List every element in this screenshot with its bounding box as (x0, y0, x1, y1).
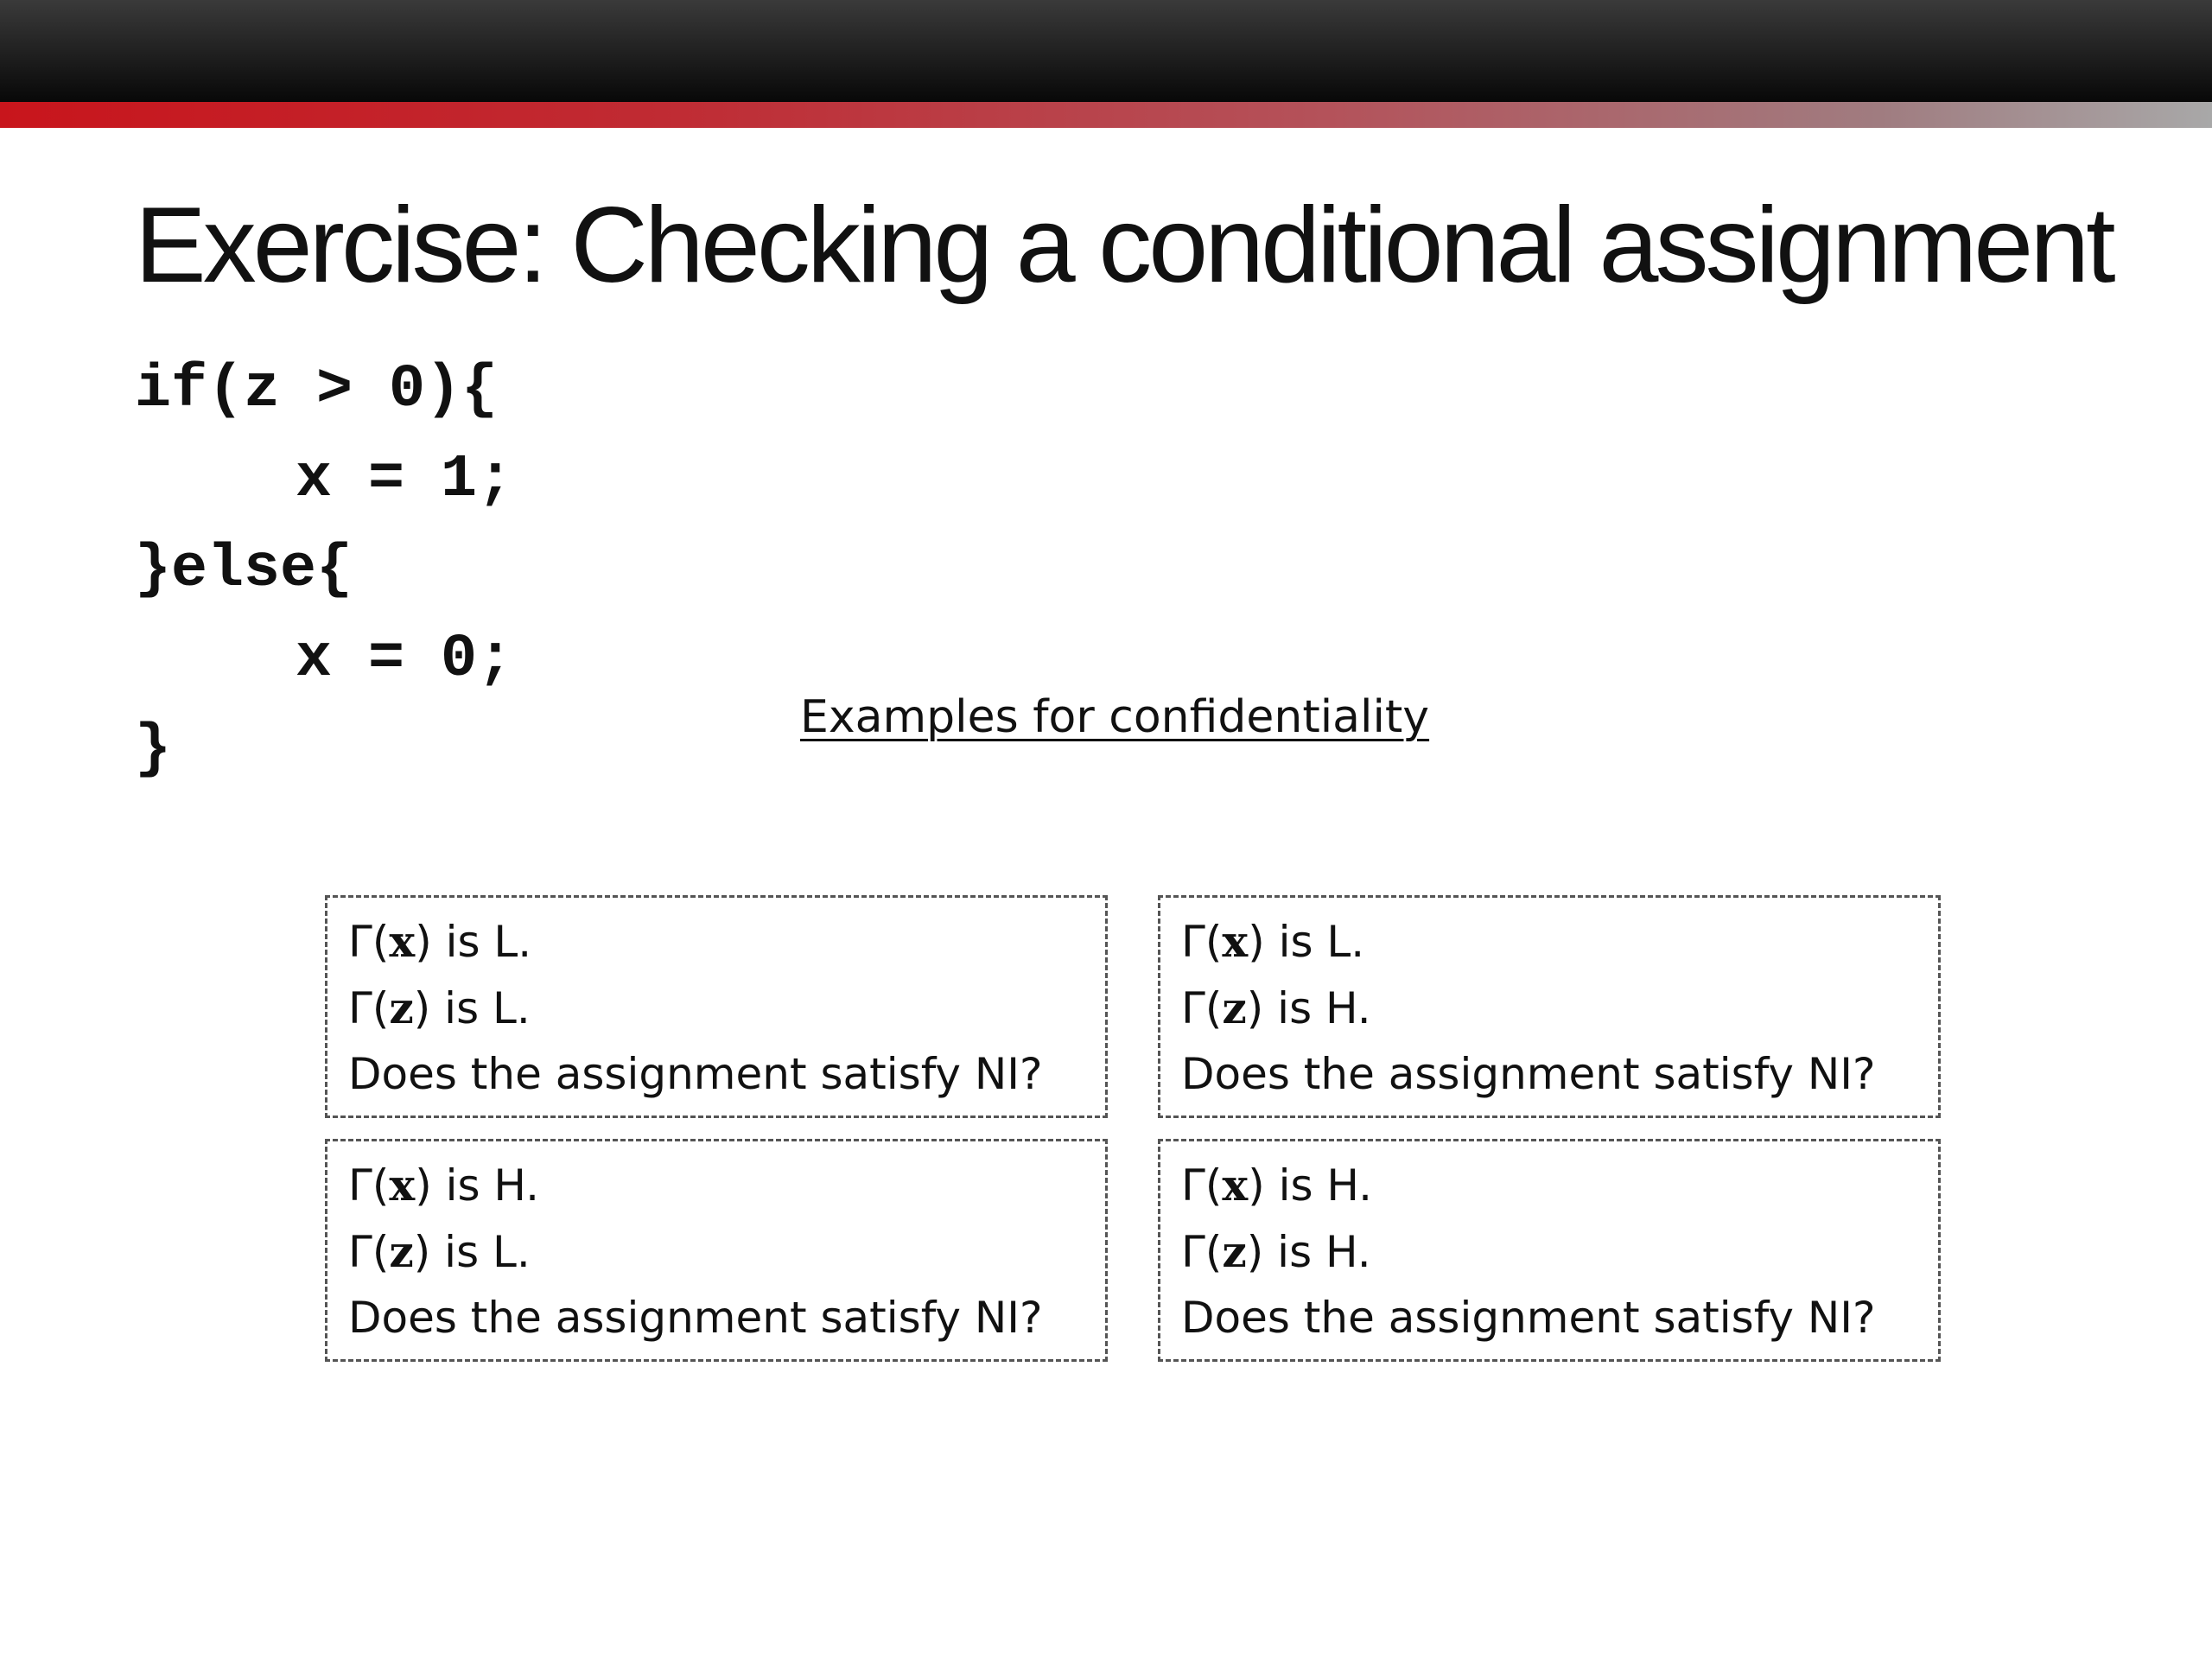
slide-title: Exercise: Checking a conditional assignment (135, 186, 2113, 305)
examples-heading: Examples for confidentiality (800, 691, 1430, 743)
gamma-label: Γ( (348, 917, 390, 967)
security-level: ) is H. (1246, 1227, 1371, 1277)
security-level: ) is H. (1246, 983, 1371, 1033)
variable-z: z (389, 1226, 414, 1277)
code-line: }else{ (135, 536, 353, 604)
security-level: ) is H. (415, 1160, 540, 1211)
example-box (1158, 895, 1941, 1118)
code-block (135, 346, 513, 795)
gamma-label: Γ( (348, 1227, 390, 1277)
example-box (1158, 1139, 1941, 1362)
gamma-label: Γ( (1181, 1227, 1223, 1277)
code-line: } (135, 715, 172, 784)
gamma-z-line (348, 1218, 1084, 1285)
ni-question: Does the assignment satisfy NI? (348, 1049, 1043, 1099)
gamma-x-line (1181, 1152, 1917, 1218)
ni-question: Does the assignment satisfy NI? (1181, 1049, 1876, 1099)
gamma-x-line (1181, 908, 1917, 975)
gamma-label: Γ( (1181, 983, 1223, 1033)
code-line: if(z > 0){ (135, 356, 499, 424)
example-box (325, 1139, 1108, 1362)
ni-question: Does the assignment satisfy NI? (348, 1293, 1043, 1343)
gamma-x-line (348, 908, 1084, 975)
security-level: ) is H. (1248, 1160, 1373, 1211)
variable-x: x (1222, 916, 1249, 967)
variable-x: x (389, 1160, 416, 1211)
security-level: ) is L. (413, 1227, 531, 1277)
header-bar (0, 0, 2212, 102)
accent-stripe (0, 102, 2212, 128)
security-level: ) is L. (415, 917, 532, 967)
ni-question: Does the assignment satisfy NI? (1181, 1293, 1876, 1343)
gamma-z-line (348, 975, 1084, 1041)
variable-z: z (1222, 1226, 1247, 1277)
variable-z: z (389, 982, 414, 1033)
variable-z: z (1222, 982, 1247, 1033)
gamma-z-line (1181, 1218, 1917, 1285)
gamma-x-line (348, 1152, 1084, 1218)
security-level: ) is L. (1248, 917, 1365, 967)
example-box (325, 895, 1108, 1118)
variable-x: x (389, 916, 416, 967)
gamma-label: Γ( (348, 983, 390, 1033)
variable-x: x (1222, 1160, 1249, 1211)
gamma-label: Γ( (1181, 917, 1223, 967)
gamma-z-line (1181, 975, 1917, 1041)
gamma-label: Γ( (1181, 1160, 1223, 1211)
code-line: x = 1; (296, 446, 514, 514)
code-line: x = 0; (296, 626, 514, 694)
gamma-label: Γ( (348, 1160, 390, 1211)
security-level: ) is L. (413, 983, 531, 1033)
